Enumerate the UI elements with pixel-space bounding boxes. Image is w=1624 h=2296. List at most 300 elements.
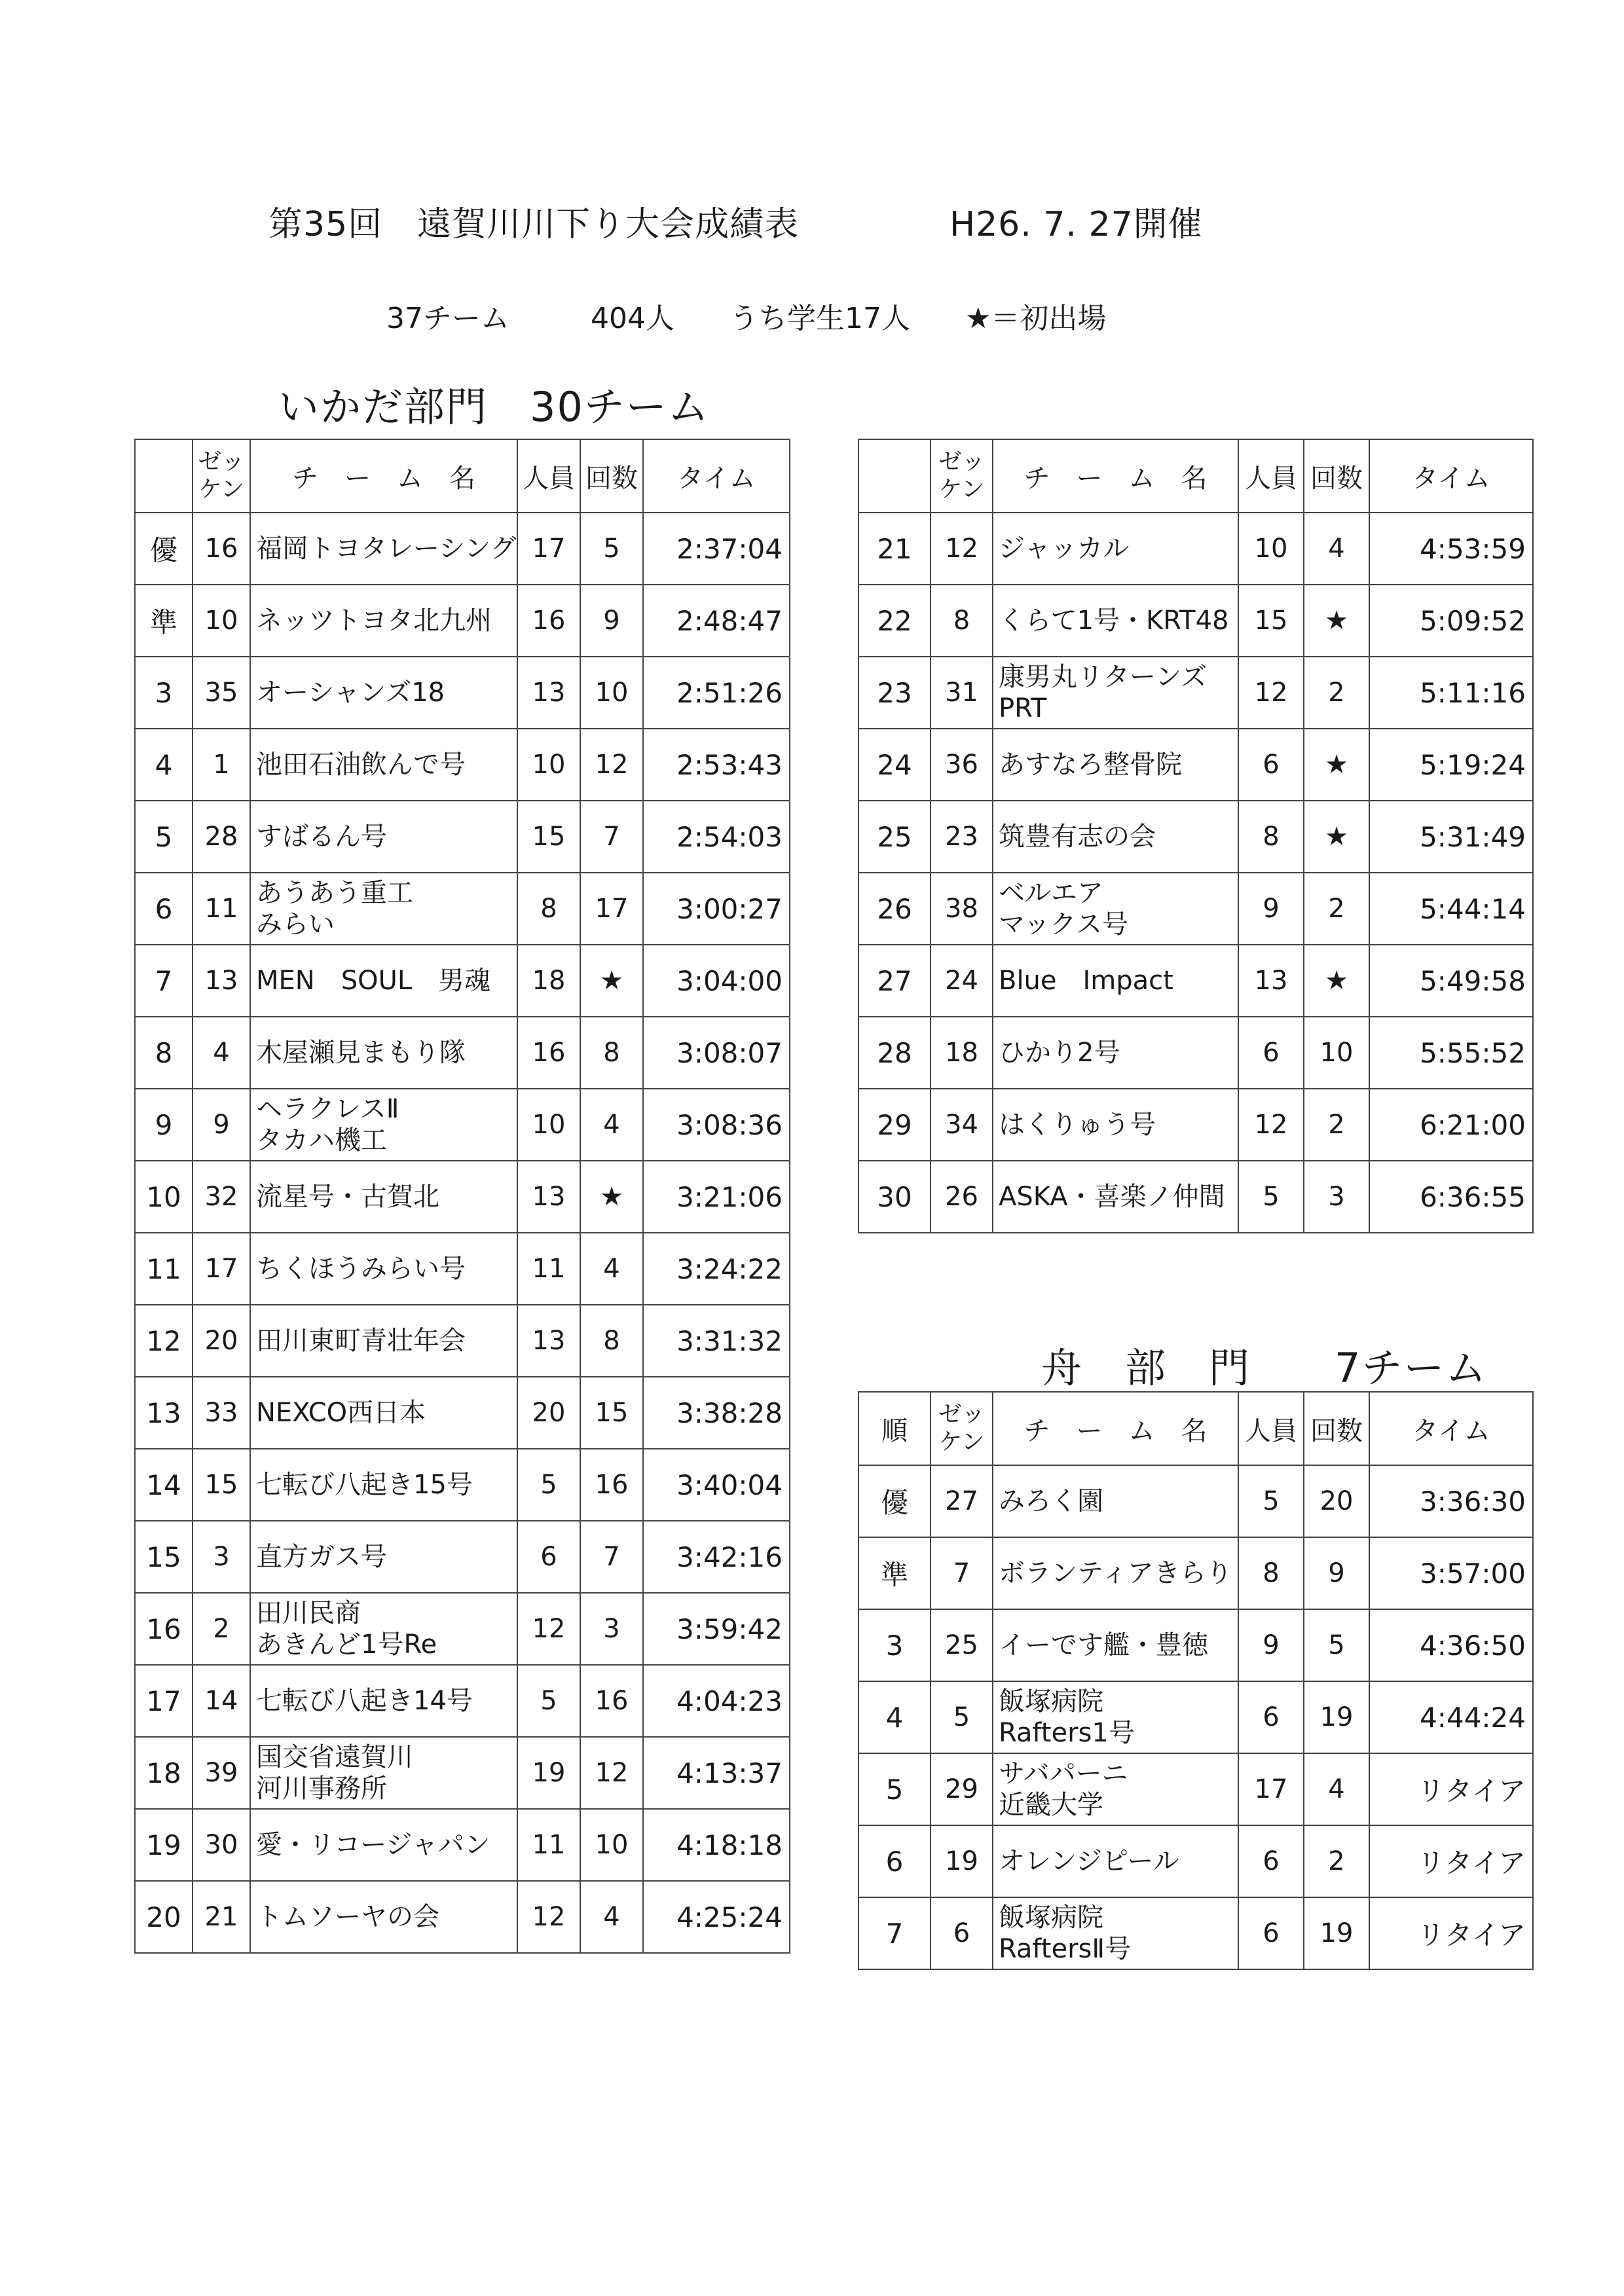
time-cell: 3:36:30 — [1369, 1465, 1533, 1537]
count-cell: ★ — [580, 945, 643, 1017]
rank-cell: 15 — [135, 1521, 193, 1593]
rank-cell: 準 — [135, 585, 193, 657]
time-cell: 4:18:18 — [643, 1809, 790, 1881]
team-name-line: MEN SOUL 男魂 — [256, 966, 491, 996]
team-name-cell — [250, 1737, 517, 1809]
count-cell: 3 — [1304, 1161, 1369, 1233]
members-cell: 12 — [1238, 1089, 1304, 1161]
table-row — [135, 945, 790, 1017]
team-name-cell — [993, 1609, 1238, 1681]
table-row — [858, 1825, 1533, 1897]
team-name-cell — [250, 1881, 517, 1953]
rank-cell: 9 — [135, 1089, 193, 1161]
team-name-line: 河川事務所 — [256, 1774, 387, 1804]
team-name-line: 田川民商 — [256, 1598, 361, 1628]
count-cell: 2 — [1304, 1825, 1369, 1897]
zekken-cell: 5 — [931, 1681, 993, 1753]
members-cell: 5 — [517, 1449, 580, 1521]
zekken-cell: 27 — [931, 1465, 993, 1537]
zekken-cell: 6 — [931, 1897, 993, 1969]
header-count: 回数 — [1304, 1392, 1369, 1465]
members-cell: 11 — [517, 1809, 580, 1881]
zekken-cell: 18 — [931, 1017, 993, 1089]
table-row — [858, 1681, 1533, 1753]
count-cell: 7 — [580, 1521, 643, 1593]
zekken-cell: 35 — [193, 657, 250, 729]
zekken-cell: 26 — [931, 1161, 993, 1233]
members-cell: 16 — [517, 585, 580, 657]
table-row — [135, 801, 790, 873]
zekken-cell: 1 — [193, 729, 250, 801]
fune-table — [858, 1391, 1534, 1970]
members-cell: 13 — [517, 1161, 580, 1233]
count-cell: 9 — [1304, 1537, 1369, 1609]
rank-cell: 23 — [858, 657, 931, 729]
zekken-cell: 13 — [193, 945, 250, 1017]
rank-cell: 26 — [858, 873, 931, 945]
team-name-cell — [250, 1161, 517, 1233]
zekken-cell: 36 — [931, 729, 993, 801]
count-cell: 10 — [580, 1809, 643, 1881]
ikada-table-right — [858, 439, 1534, 1233]
team-name-line: NEXCO西日本 — [256, 1398, 426, 1428]
table-row — [135, 1665, 790, 1737]
team-name-cell — [993, 1825, 1238, 1897]
table-row — [135, 1881, 790, 1953]
count-cell: 16 — [580, 1665, 643, 1737]
members-cell: 6 — [1238, 1825, 1304, 1897]
team-name-cell — [993, 1681, 1238, 1753]
count-cell: 4 — [580, 1089, 643, 1161]
table-header-row — [858, 439, 1533, 513]
team-name-cell — [250, 1809, 517, 1881]
team-name-line: タカハ機工 — [256, 1125, 387, 1156]
members-cell: 8 — [517, 873, 580, 945]
time-cell: 3:24:22 — [643, 1233, 790, 1305]
count-cell: 2 — [1304, 873, 1369, 945]
table-row — [135, 1521, 790, 1593]
table-row — [135, 1377, 790, 1449]
time-cell: 4:25:24 — [643, 1881, 790, 1953]
ikada-table-left — [134, 439, 790, 1954]
fune-title-text: 舟 部 門 7チーム — [1041, 1344, 1488, 1392]
zekken-cell: 17 — [193, 1233, 250, 1305]
table-header-row — [858, 1392, 1533, 1465]
zekken-cell: 16 — [193, 513, 250, 585]
count-cell: 12 — [580, 729, 643, 801]
count-cell: 4 — [580, 1881, 643, 1953]
team-name-cell — [250, 1089, 517, 1161]
table-row — [135, 1809, 790, 1881]
table-row — [135, 1449, 790, 1521]
ikada-title-text: いかだ部門 30チーム — [278, 383, 710, 431]
members-cell: 9 — [1238, 873, 1304, 945]
time-cell: 5:49:58 — [1369, 945, 1533, 1017]
rank-cell: 準 — [858, 1537, 931, 1609]
ikada-section-title — [278, 374, 710, 433]
time-cell: 3:21:06 — [643, 1161, 790, 1233]
zekken-cell: 15 — [193, 1449, 250, 1521]
team-name-line: はくりゅう号 — [999, 1110, 1156, 1140]
time-cell: 4:13:37 — [643, 1737, 790, 1809]
header-team-name: チ ー ム 名 — [993, 439, 1238, 513]
zekken-cell: 11 — [193, 873, 250, 945]
header-team-name: チ ー ム 名 — [250, 439, 517, 513]
team-name-line: 田川東町青壮年会 — [256, 1326, 466, 1356]
time-cell: 2:51:26 — [643, 657, 790, 729]
team-name-cell — [993, 801, 1238, 873]
zekken-cell: 39 — [193, 1737, 250, 1809]
header-rank — [135, 439, 193, 513]
rank-cell: 13 — [135, 1377, 193, 1449]
count-cell: ★ — [1304, 585, 1369, 657]
time-cell: 5:44:14 — [1369, 873, 1533, 945]
count-cell: 19 — [1304, 1897, 1369, 1969]
count-cell: 2 — [1304, 1089, 1369, 1161]
members-cell: 5 — [517, 1665, 580, 1737]
team-name-line: PRT — [999, 693, 1047, 723]
table-header-row — [135, 439, 790, 513]
team-name-line: 池田石油飲んで号 — [256, 750, 466, 780]
team-name-cell — [993, 873, 1238, 945]
team-name-line: みらい — [256, 909, 335, 939]
zekken-cell: 8 — [931, 585, 993, 657]
zekken-cell: 21 — [193, 1881, 250, 1953]
count-cell: 19 — [1304, 1681, 1369, 1753]
rank-cell: 28 — [858, 1017, 931, 1089]
header-members: 人員 — [517, 439, 580, 513]
count-cell: 4 — [1304, 513, 1369, 585]
zekken-cell: 14 — [193, 1665, 250, 1737]
rank-cell: 4 — [135, 729, 193, 801]
team-name-cell — [993, 1089, 1238, 1161]
table-row — [858, 657, 1533, 729]
team-name-cell — [250, 729, 517, 801]
team-name-line: 福岡トヨタレーシング — [256, 534, 517, 564]
members-cell: 12 — [517, 1881, 580, 1953]
team-name-line: 国交省遠賀川 — [256, 1742, 413, 1772]
summary-legend: ★＝初出場 — [965, 302, 1107, 335]
members-cell: 6 — [1238, 1681, 1304, 1753]
time-cell: 3:04:00 — [643, 945, 790, 1017]
summary-students: うち学生17人 — [729, 302, 910, 335]
time-cell: 4:44:24 — [1369, 1681, 1533, 1753]
time-cell: 6:36:55 — [1369, 1161, 1533, 1233]
members-cell: 10 — [517, 1089, 580, 1161]
time-cell: 3:00:27 — [643, 873, 790, 945]
table-row — [135, 657, 790, 729]
team-name-cell — [993, 1537, 1238, 1609]
team-name-line: 飯塚病院 — [999, 1686, 1103, 1717]
rank-cell: 7 — [858, 1897, 931, 1969]
count-cell: ★ — [580, 1161, 643, 1233]
members-cell: 13 — [517, 1305, 580, 1377]
time-cell: 3:42:16 — [643, 1521, 790, 1593]
rank-cell: 6 — [135, 873, 193, 945]
members-cell: 19 — [517, 1737, 580, 1809]
table-row — [135, 873, 790, 945]
header-zekken: ゼッ ケン — [931, 439, 993, 513]
team-name-line: 飯塚病院 — [999, 1903, 1103, 1933]
team-name-cell — [250, 513, 517, 585]
summary-teams: 37チーム — [386, 302, 509, 335]
rank-cell: 30 — [858, 1161, 931, 1233]
team-name-cell — [993, 945, 1238, 1017]
zekken-cell: 29 — [931, 1753, 993, 1825]
rank-cell: 4 — [858, 1681, 931, 1753]
members-cell: 17 — [1238, 1753, 1304, 1825]
team-name-line: あきんど1号Re — [256, 1630, 437, 1660]
members-cell: 12 — [1238, 657, 1304, 729]
zekken-cell: 20 — [193, 1305, 250, 1377]
team-name-line: Blue Impact — [999, 966, 1173, 996]
count-cell: 9 — [580, 585, 643, 657]
zekken-cell: 7 — [931, 1537, 993, 1609]
rank-cell: 5 — [135, 801, 193, 873]
team-name-line: あうあう重工 — [256, 878, 413, 908]
team-name-line: 木屋瀬見まもり隊 — [256, 1038, 466, 1068]
team-name-line: ASKA・喜楽ノ仲間 — [999, 1182, 1225, 1212]
count-cell: 12 — [580, 1737, 643, 1809]
zekken-cell: 31 — [931, 657, 993, 729]
count-cell: 5 — [580, 513, 643, 585]
time-cell: 4:04:23 — [643, 1665, 790, 1737]
header-rank: 順 — [858, 1392, 931, 1465]
table-row — [858, 1753, 1533, 1825]
team-name-line: Rafters1号 — [999, 1718, 1135, 1748]
table-row — [858, 801, 1533, 873]
team-name-line: ジャッカル — [999, 534, 1130, 564]
members-cell: 10 — [517, 729, 580, 801]
team-name-cell — [993, 1897, 1238, 1969]
rank-cell: 19 — [135, 1809, 193, 1881]
team-name-cell — [250, 801, 517, 873]
team-name-line: くらて1号・KRT48 — [999, 606, 1229, 636]
table-row — [858, 1161, 1533, 1233]
time-cell: 4:53:59 — [1369, 513, 1533, 585]
count-cell: 4 — [1304, 1753, 1369, 1825]
rank-cell: 16 — [135, 1593, 193, 1665]
rank-cell: 22 — [858, 585, 931, 657]
zekken-cell: 19 — [931, 1825, 993, 1897]
time-cell: 2:48:47 — [643, 585, 790, 657]
rank-cell: 27 — [858, 945, 931, 1017]
time-cell: リタイア — [1369, 1825, 1533, 1897]
table-row — [858, 1609, 1533, 1681]
count-cell: 4 — [580, 1233, 643, 1305]
table-row — [858, 1017, 1533, 1089]
table-row — [135, 1017, 790, 1089]
count-cell: 2 — [1304, 657, 1369, 729]
zekken-cell: 3 — [193, 1521, 250, 1593]
zekken-cell: 23 — [931, 801, 993, 873]
rank-cell: 12 — [135, 1305, 193, 1377]
rank-cell: 5 — [858, 1753, 931, 1825]
table-row — [135, 1089, 790, 1161]
zekken-cell: 34 — [931, 1089, 993, 1161]
members-cell: 17 — [517, 513, 580, 585]
team-name-cell — [250, 945, 517, 1017]
zekken-cell: 33 — [193, 1377, 250, 1449]
team-name-line: オレンジピール — [999, 1846, 1179, 1876]
members-cell: 11 — [517, 1233, 580, 1305]
time-cell: 3:08:07 — [643, 1017, 790, 1089]
time-cell: 2:37:04 — [643, 513, 790, 585]
team-name-line: 直方ガス号 — [256, 1542, 387, 1572]
table-row — [858, 1465, 1533, 1537]
header-time: タイム — [1369, 1392, 1533, 1465]
table-row — [858, 1897, 1533, 1969]
table-row — [135, 1737, 790, 1809]
team-name-line: 筑豊有志の会 — [999, 822, 1156, 852]
count-cell: 10 — [580, 657, 643, 729]
count-cell: 20 — [1304, 1465, 1369, 1537]
members-cell: 15 — [517, 801, 580, 873]
time-cell: 5:09:52 — [1369, 585, 1533, 657]
rank-cell: 29 — [858, 1089, 931, 1161]
header-rank — [858, 439, 931, 513]
count-cell: 5 — [1304, 1609, 1369, 1681]
table-row — [858, 1089, 1533, 1161]
count-cell: 3 — [580, 1593, 643, 1665]
members-cell: 20 — [517, 1377, 580, 1449]
rank-cell: 優 — [858, 1465, 931, 1537]
team-name-cell — [993, 513, 1238, 585]
team-name-line: マックス号 — [999, 909, 1128, 939]
table-row — [858, 945, 1533, 1017]
team-name-cell — [250, 873, 517, 945]
members-cell: 18 — [517, 945, 580, 1017]
rank-cell: 17 — [135, 1665, 193, 1737]
rank-cell: 25 — [858, 801, 931, 873]
team-name-line: ひかり2号 — [999, 1038, 1120, 1068]
table-row — [858, 873, 1533, 945]
header-count: 回数 — [1304, 439, 1369, 513]
team-name-cell — [993, 657, 1238, 729]
header-team-name: チ ー ム 名 — [993, 1392, 1238, 1465]
team-name-cell — [250, 1233, 517, 1305]
time-cell: リタイア — [1369, 1753, 1533, 1825]
header-zekken: ゼッ ケン — [193, 439, 250, 513]
team-name-line: 七転び八起き14号 — [256, 1686, 473, 1716]
time-cell: 3:59:42 — [643, 1593, 790, 1665]
table-row — [135, 1233, 790, 1305]
rank-cell: 優 — [135, 513, 193, 585]
table-row — [858, 585, 1533, 657]
zekken-cell: 12 — [931, 513, 993, 585]
team-name-line: ヘラクレスⅡ — [256, 1094, 399, 1124]
team-name-cell — [993, 1161, 1238, 1233]
zekken-cell: 10 — [193, 585, 250, 657]
members-cell: 8 — [1238, 1537, 1304, 1609]
time-cell: リタイア — [1369, 1897, 1533, 1969]
zekken-cell: 30 — [193, 1809, 250, 1881]
team-name-cell — [993, 1753, 1238, 1825]
team-name-line: ネッツトヨタ北九州 — [256, 606, 492, 636]
team-name-cell — [993, 729, 1238, 801]
team-name-line: イーです艦・豊徳 — [999, 1630, 1208, 1660]
team-name-cell — [250, 585, 517, 657]
team-name-line: ちくほうみらい号 — [256, 1254, 466, 1284]
members-cell: 6 — [517, 1521, 580, 1593]
members-cell: 6 — [1238, 1017, 1304, 1089]
time-cell: 3:40:04 — [643, 1449, 790, 1521]
members-cell: 6 — [1238, 729, 1304, 801]
header-members: 人員 — [1238, 439, 1304, 513]
team-name-cell — [250, 1305, 517, 1377]
team-name-line: 愛・リコージャパン — [256, 1830, 490, 1860]
table-row — [135, 513, 790, 585]
rank-cell: 3 — [858, 1609, 931, 1681]
members-cell: 12 — [517, 1593, 580, 1665]
count-cell: 16 — [580, 1449, 643, 1521]
team-name-cell — [250, 1017, 517, 1089]
table-row — [858, 513, 1533, 585]
header-members: 人員 — [1238, 1392, 1304, 1465]
members-cell: 15 — [1238, 585, 1304, 657]
header-zekken: ゼッ ケン — [931, 1392, 993, 1465]
fune-section-title — [1041, 1336, 1487, 1394]
count-cell: 15 — [580, 1377, 643, 1449]
table-row — [858, 1537, 1533, 1609]
time-cell: 3:57:00 — [1369, 1537, 1533, 1609]
rank-cell: 20 — [135, 1881, 193, 1953]
table-row — [135, 1161, 790, 1233]
zekken-cell: 32 — [193, 1161, 250, 1233]
time-cell: 5:11:16 — [1369, 657, 1533, 729]
team-name-line: ボランティアきらり — [999, 1558, 1232, 1588]
rank-cell: 3 — [135, 657, 193, 729]
members-cell: 6 — [1238, 1897, 1304, 1969]
members-cell: 9 — [1238, 1609, 1304, 1681]
header-time: タイム — [643, 439, 790, 513]
table-row — [135, 585, 790, 657]
count-cell: 17 — [580, 873, 643, 945]
rank-cell: 21 — [858, 513, 931, 585]
members-cell: 8 — [1238, 801, 1304, 873]
table-row — [135, 1305, 790, 1377]
zekken-cell: 25 — [931, 1609, 993, 1681]
members-cell: 13 — [1238, 945, 1304, 1017]
event-date: H26. 7. 27開催 — [950, 205, 1203, 244]
team-name-line: ベルエア — [999, 878, 1103, 908]
summary-line — [386, 295, 1106, 337]
time-cell: 5:19:24 — [1369, 729, 1533, 801]
rank-cell: 11 — [135, 1233, 193, 1305]
count-cell: ★ — [1304, 729, 1369, 801]
table-row — [858, 729, 1533, 801]
team-name-line: 七転び八起き15号 — [256, 1470, 473, 1500]
team-name-cell — [993, 1017, 1238, 1089]
team-name-cell — [993, 1465, 1238, 1537]
zekken-cell: 28 — [193, 801, 250, 873]
rank-cell: 10 — [135, 1161, 193, 1233]
time-cell: 3:31:32 — [643, 1305, 790, 1377]
team-name-cell — [250, 1593, 517, 1665]
rank-cell: 18 — [135, 1737, 193, 1809]
team-name-cell — [250, 1377, 517, 1449]
rank-cell: 6 — [858, 1825, 931, 1897]
team-name-cell — [250, 1665, 517, 1737]
page-title — [268, 196, 1203, 246]
team-name-line: みろく園 — [999, 1486, 1103, 1516]
count-cell: 8 — [580, 1017, 643, 1089]
time-cell: 2:53:43 — [643, 729, 790, 801]
rank-cell: 14 — [135, 1449, 193, 1521]
count-cell: 7 — [580, 801, 643, 873]
count-cell: 8 — [580, 1305, 643, 1377]
count-cell: ★ — [1304, 945, 1369, 1017]
